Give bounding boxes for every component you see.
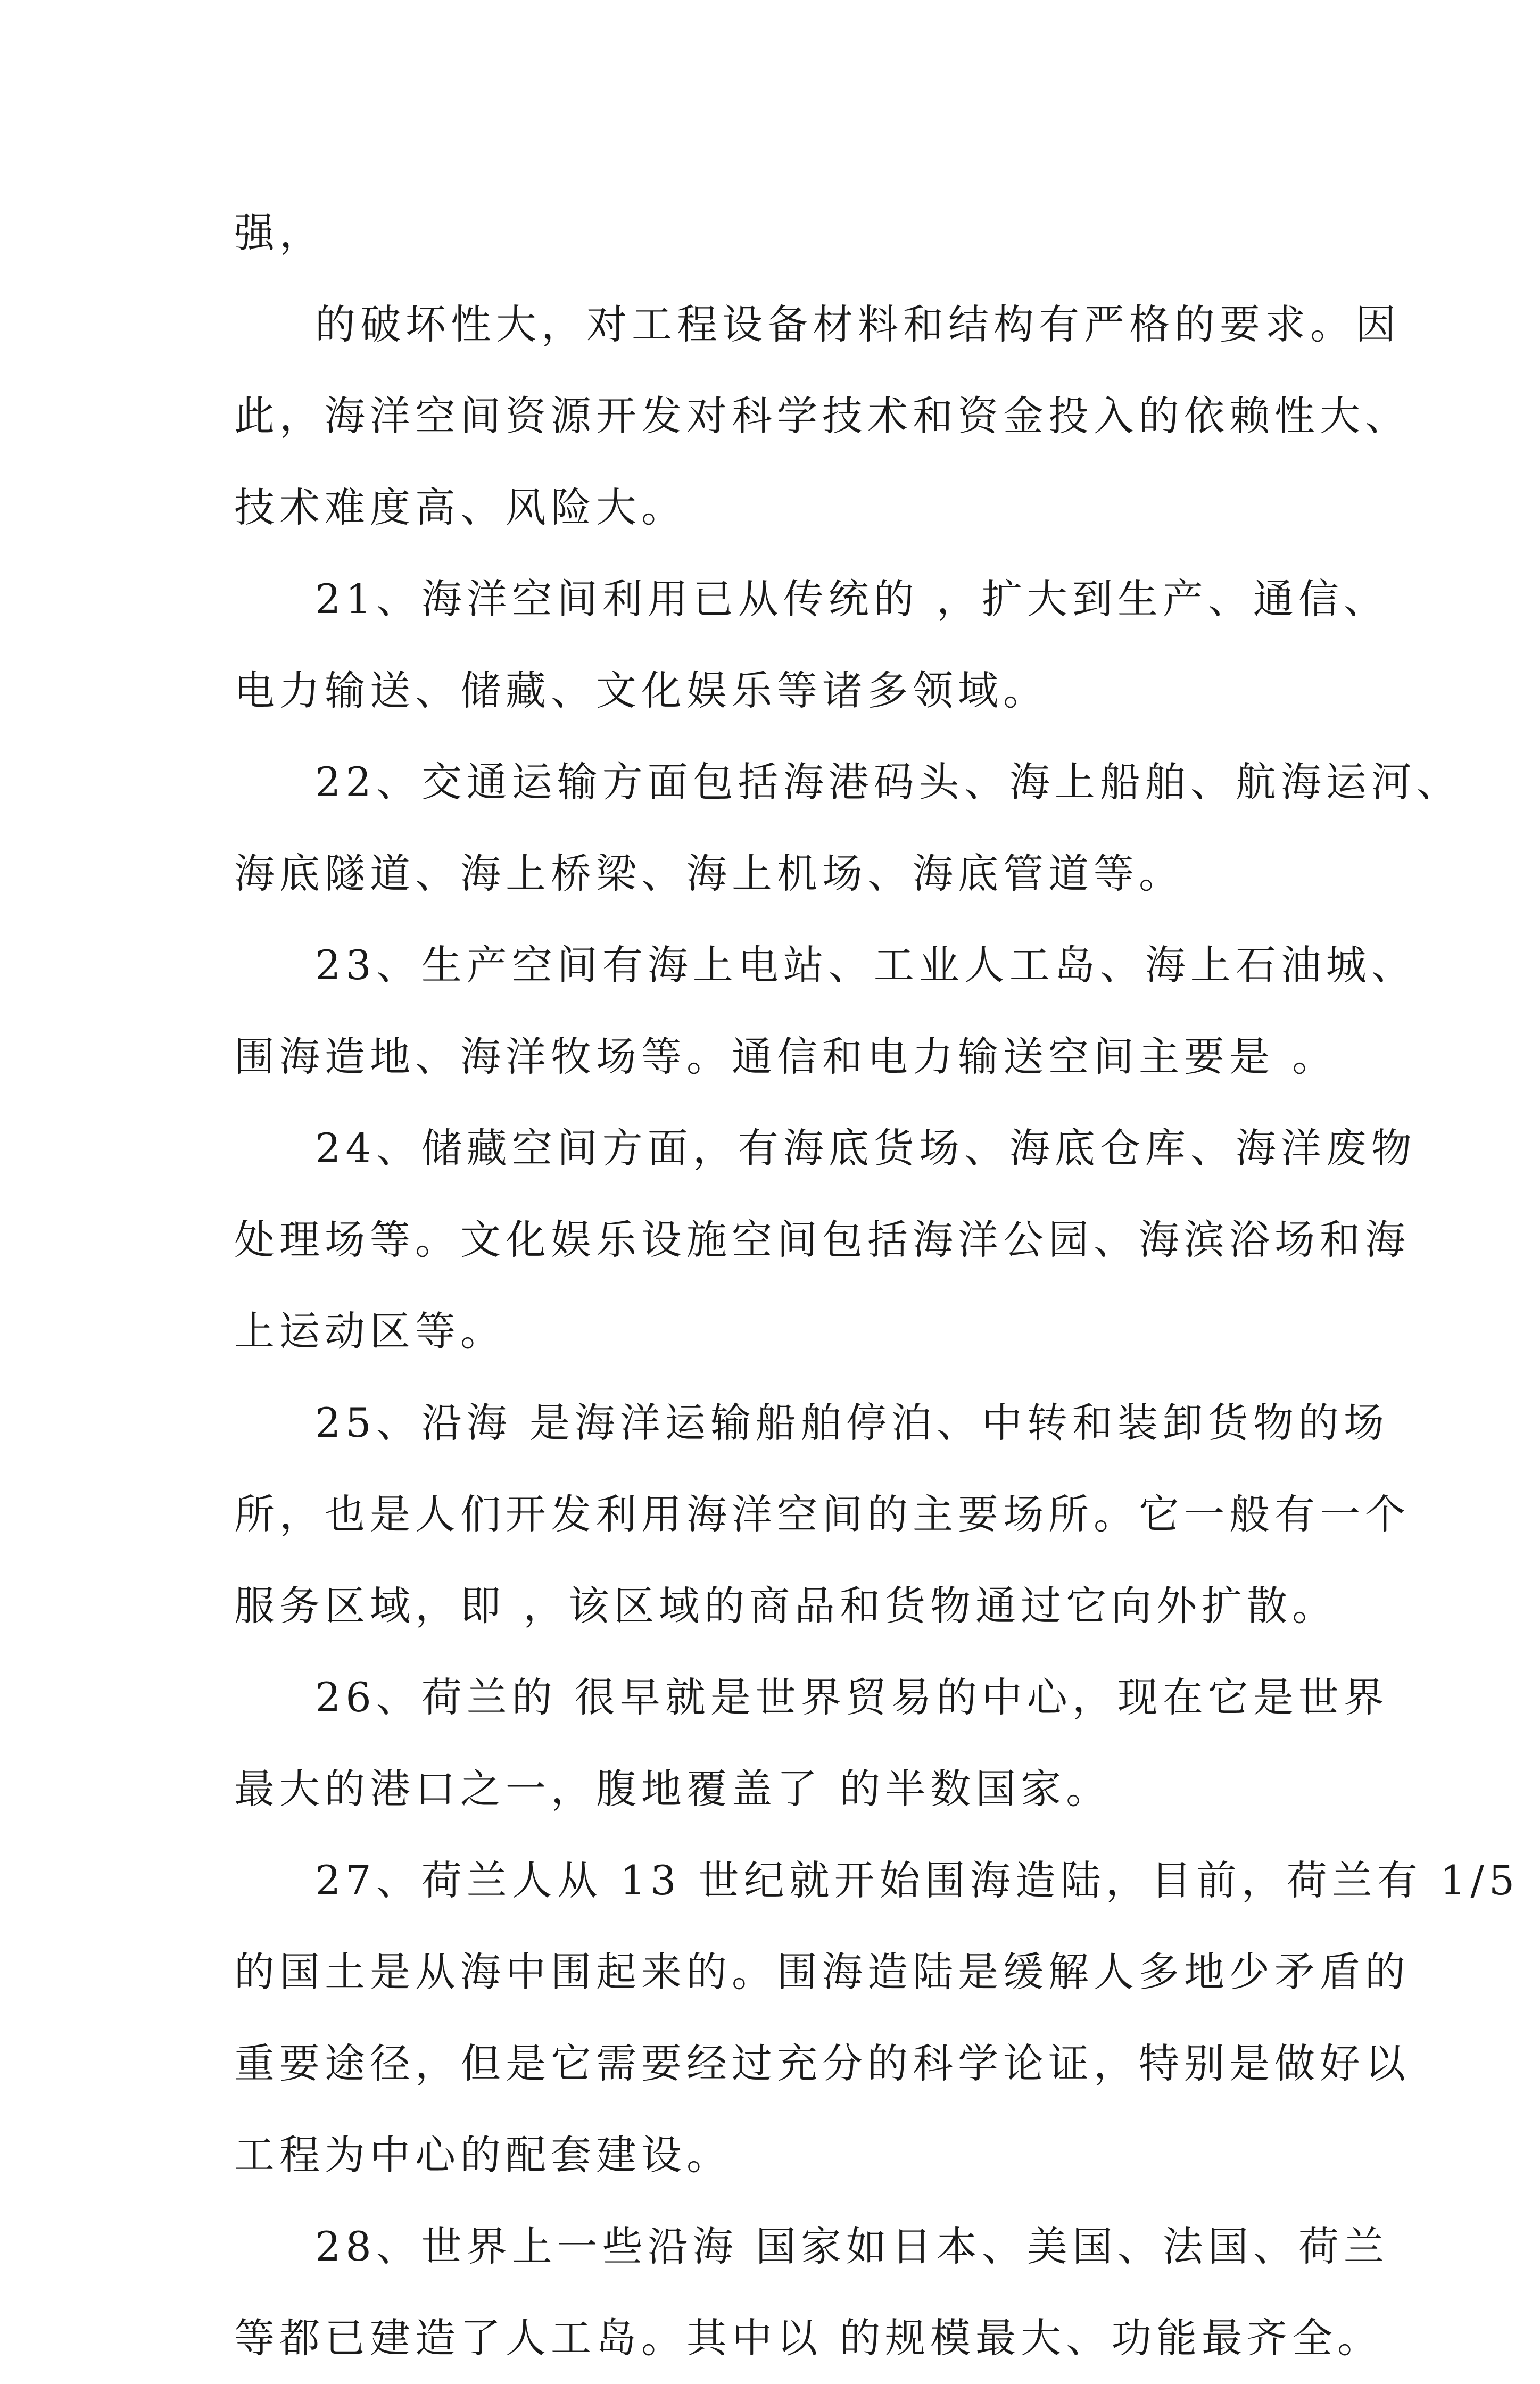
body-text xyxy=(234,187,1520,2384)
text-line: 处理场等。文化娱乐设施空间包括海洋公园、海滨浴场和海 xyxy=(234,1216,1410,1263)
text-line: 技术难度高、风险大。 xyxy=(234,484,686,531)
text-line: 此，海洋空间资源开发对科学技术和资金投入的依赖性大、 xyxy=(234,392,1410,440)
text-line: 围海造地、海洋牧场等。通信和电力输送空间主要是 。 xyxy=(234,1033,1338,1080)
text-line: 服务区域，即 ，该区域的商品和货物通过它向外扩散。 xyxy=(234,1582,1338,1629)
text-line: 工程为中心的配套建设。 xyxy=(234,2131,732,2179)
text-line: 电力输送、储藏、文化娱乐等诸多领域。 xyxy=(234,667,1048,714)
text-line: 最大的港口之一，腹地覆盖了 的半数国家。 xyxy=(234,1765,1112,1812)
text-line: 所，也是人们开发利用海洋空间的主要场所。它一般有一个 xyxy=(234,1491,1410,1538)
text-line: 等都已建造了人工岛。其中以 的规模最大、功能最齐全。 xyxy=(234,2314,1383,2362)
text-line: 26、荷兰的 很早就是世界贸易的中心，现在它是世界 xyxy=(315,1674,1389,1721)
text-line: 23、生产空间有海上电站、工业人工岛、海上石油城、 xyxy=(315,941,1417,989)
text-line: 27、荷兰人从 13 世纪就开始围海造陆，目前，荷兰有 1/5 xyxy=(315,1857,1520,1904)
text-line: 28、世界上一些沿海 国家如日本、美国、法国、荷兰 xyxy=(315,2223,1389,2270)
text-line: 上运动区等。 xyxy=(234,1307,506,1355)
text-line: 海底隧道、海上桥梁、海上机场、海底管道等。 xyxy=(234,850,1184,897)
text-line: 强， xyxy=(234,209,325,256)
text-line: 24、储藏空间方面，有海底货场、海底仓库、海洋废物 xyxy=(315,1124,1417,1172)
text-line: 22、交通运输方面包括海港码头、海上船舶、航海运河、 xyxy=(315,758,1462,806)
text-line: 21、海洋空间利用已从传统的 ，扩大到生产、通信、 xyxy=(315,575,1389,623)
text-line: 重要途径，但是它需要经过充分的科学论证，特别是做好以 xyxy=(234,2040,1410,2087)
text-line: 的国土是从海中围起来的。围海造陆是缓解人多地少矛盾的 xyxy=(234,1948,1410,1996)
text-line: 25、沿海 是海洋运输船舶停泊、中转和装卸货物的场 xyxy=(315,1399,1389,1446)
text-line: 的破坏性大，对工程设备材料和结构有严格的要求。因 xyxy=(315,301,1401,348)
